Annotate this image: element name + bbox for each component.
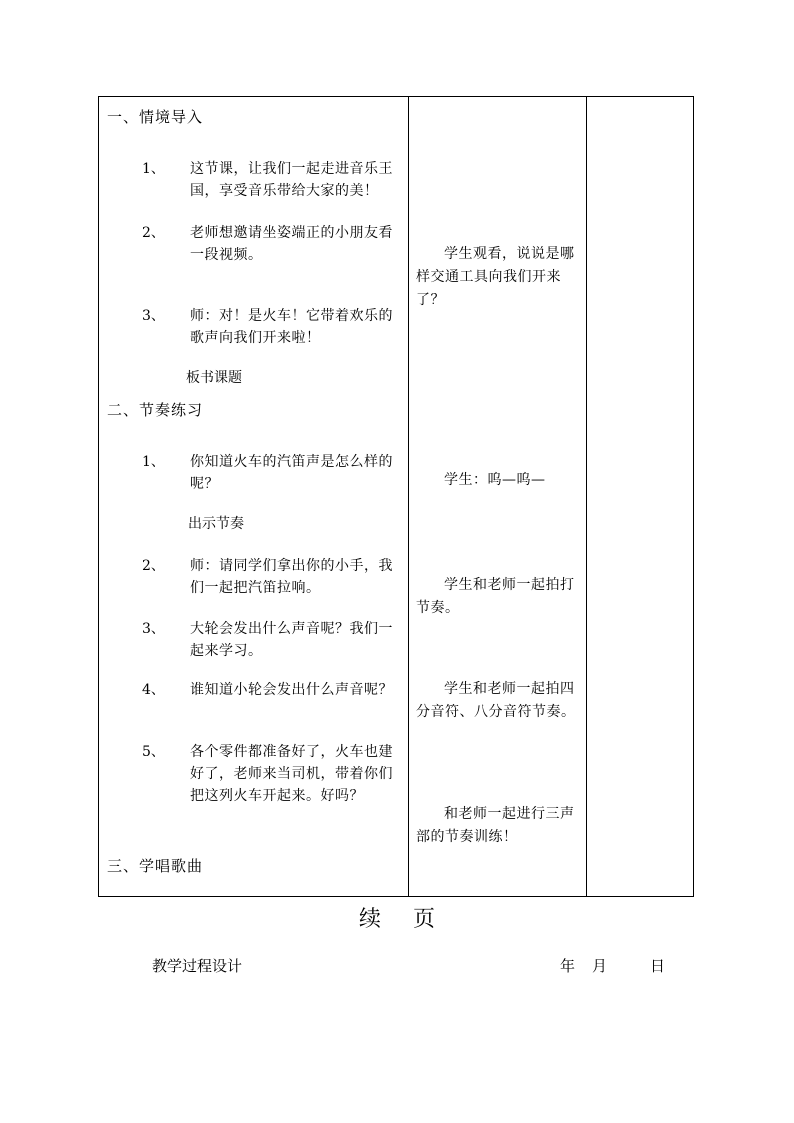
table-border-right [693,97,694,896]
intro-item-3-text: 师：对！是火车！它带着欢乐的歌声向我们开来啦！ [190,308,393,346]
column-divider-1 [408,97,409,896]
rhythm-item-5-number: 5、 [142,744,165,760]
student-activity-3: 学生和老师一起拍打节奏。 [416,577,575,616]
rhythm-item-4-text: 谁知道小轮会发出什么声音呢？ [190,682,393,698]
intro-item-2-text: 老师想邀请坐姿端正的小朋友看一段视频。 [190,225,393,263]
intro-item-3-number: 3、 [142,308,165,324]
footer-month: 月 [592,957,608,975]
footer-day: 日 [650,957,666,975]
rhythm-note: 出示节奏 [188,516,244,532]
section-heading-intro: 一、情境导入 [107,108,204,126]
rhythm-item-2-number: 2、 [142,558,165,574]
intro-note: 板书课题 [186,370,242,386]
rhythm-item-1-number: 1、 [142,454,165,470]
section-heading-sing: 三、学唱歌曲 [107,857,204,875]
footer-year: 年 [560,957,576,975]
student-activity-5: 和老师一起进行三声部的节奏训练！ [416,806,575,845]
column-divider-2 [586,97,587,896]
intro-item-1-number: 1、 [142,161,165,177]
intro-item-1-text: 这节课，让我们一起走进音乐王国，享受音乐带给大家的美！ [190,161,393,199]
student-activity-2: 学生：呜—呜— [444,472,546,488]
table-border-left [98,97,99,896]
rhythm-item-4-number: 4、 [142,682,165,698]
intro-item-2-number: 2、 [142,225,165,241]
rhythm-item-2-text: 师：请同学们拿出你的小手，我们一起把汽笛拉响。 [190,558,393,596]
rhythm-item-3-text: 大轮会发出什么声音呢？我们一起来学习。 [190,621,393,659]
rhythm-item-5-text: 各个零件都准备好了，火车也建好了，老师来当司机，带着你们把这列火车开起来。好吗？ [190,744,393,804]
continuation-title: 续页 [358,907,467,932]
section-heading-rhythm: 二、节奏练习 [107,401,204,419]
rhythm-item-1-text: 你知道火车的汽笛声是怎么样的呢？ [190,454,393,492]
footer-design-label: 教学过程设计 [152,957,243,975]
student-activity-1: 学生观看，说说是哪样交通工具向我们开来了？ [416,246,575,308]
rhythm-item-3-number: 3、 [142,621,165,637]
student-activity-4: 学生和老师一起拍四分音符、八分音符节奏。 [416,681,576,720]
